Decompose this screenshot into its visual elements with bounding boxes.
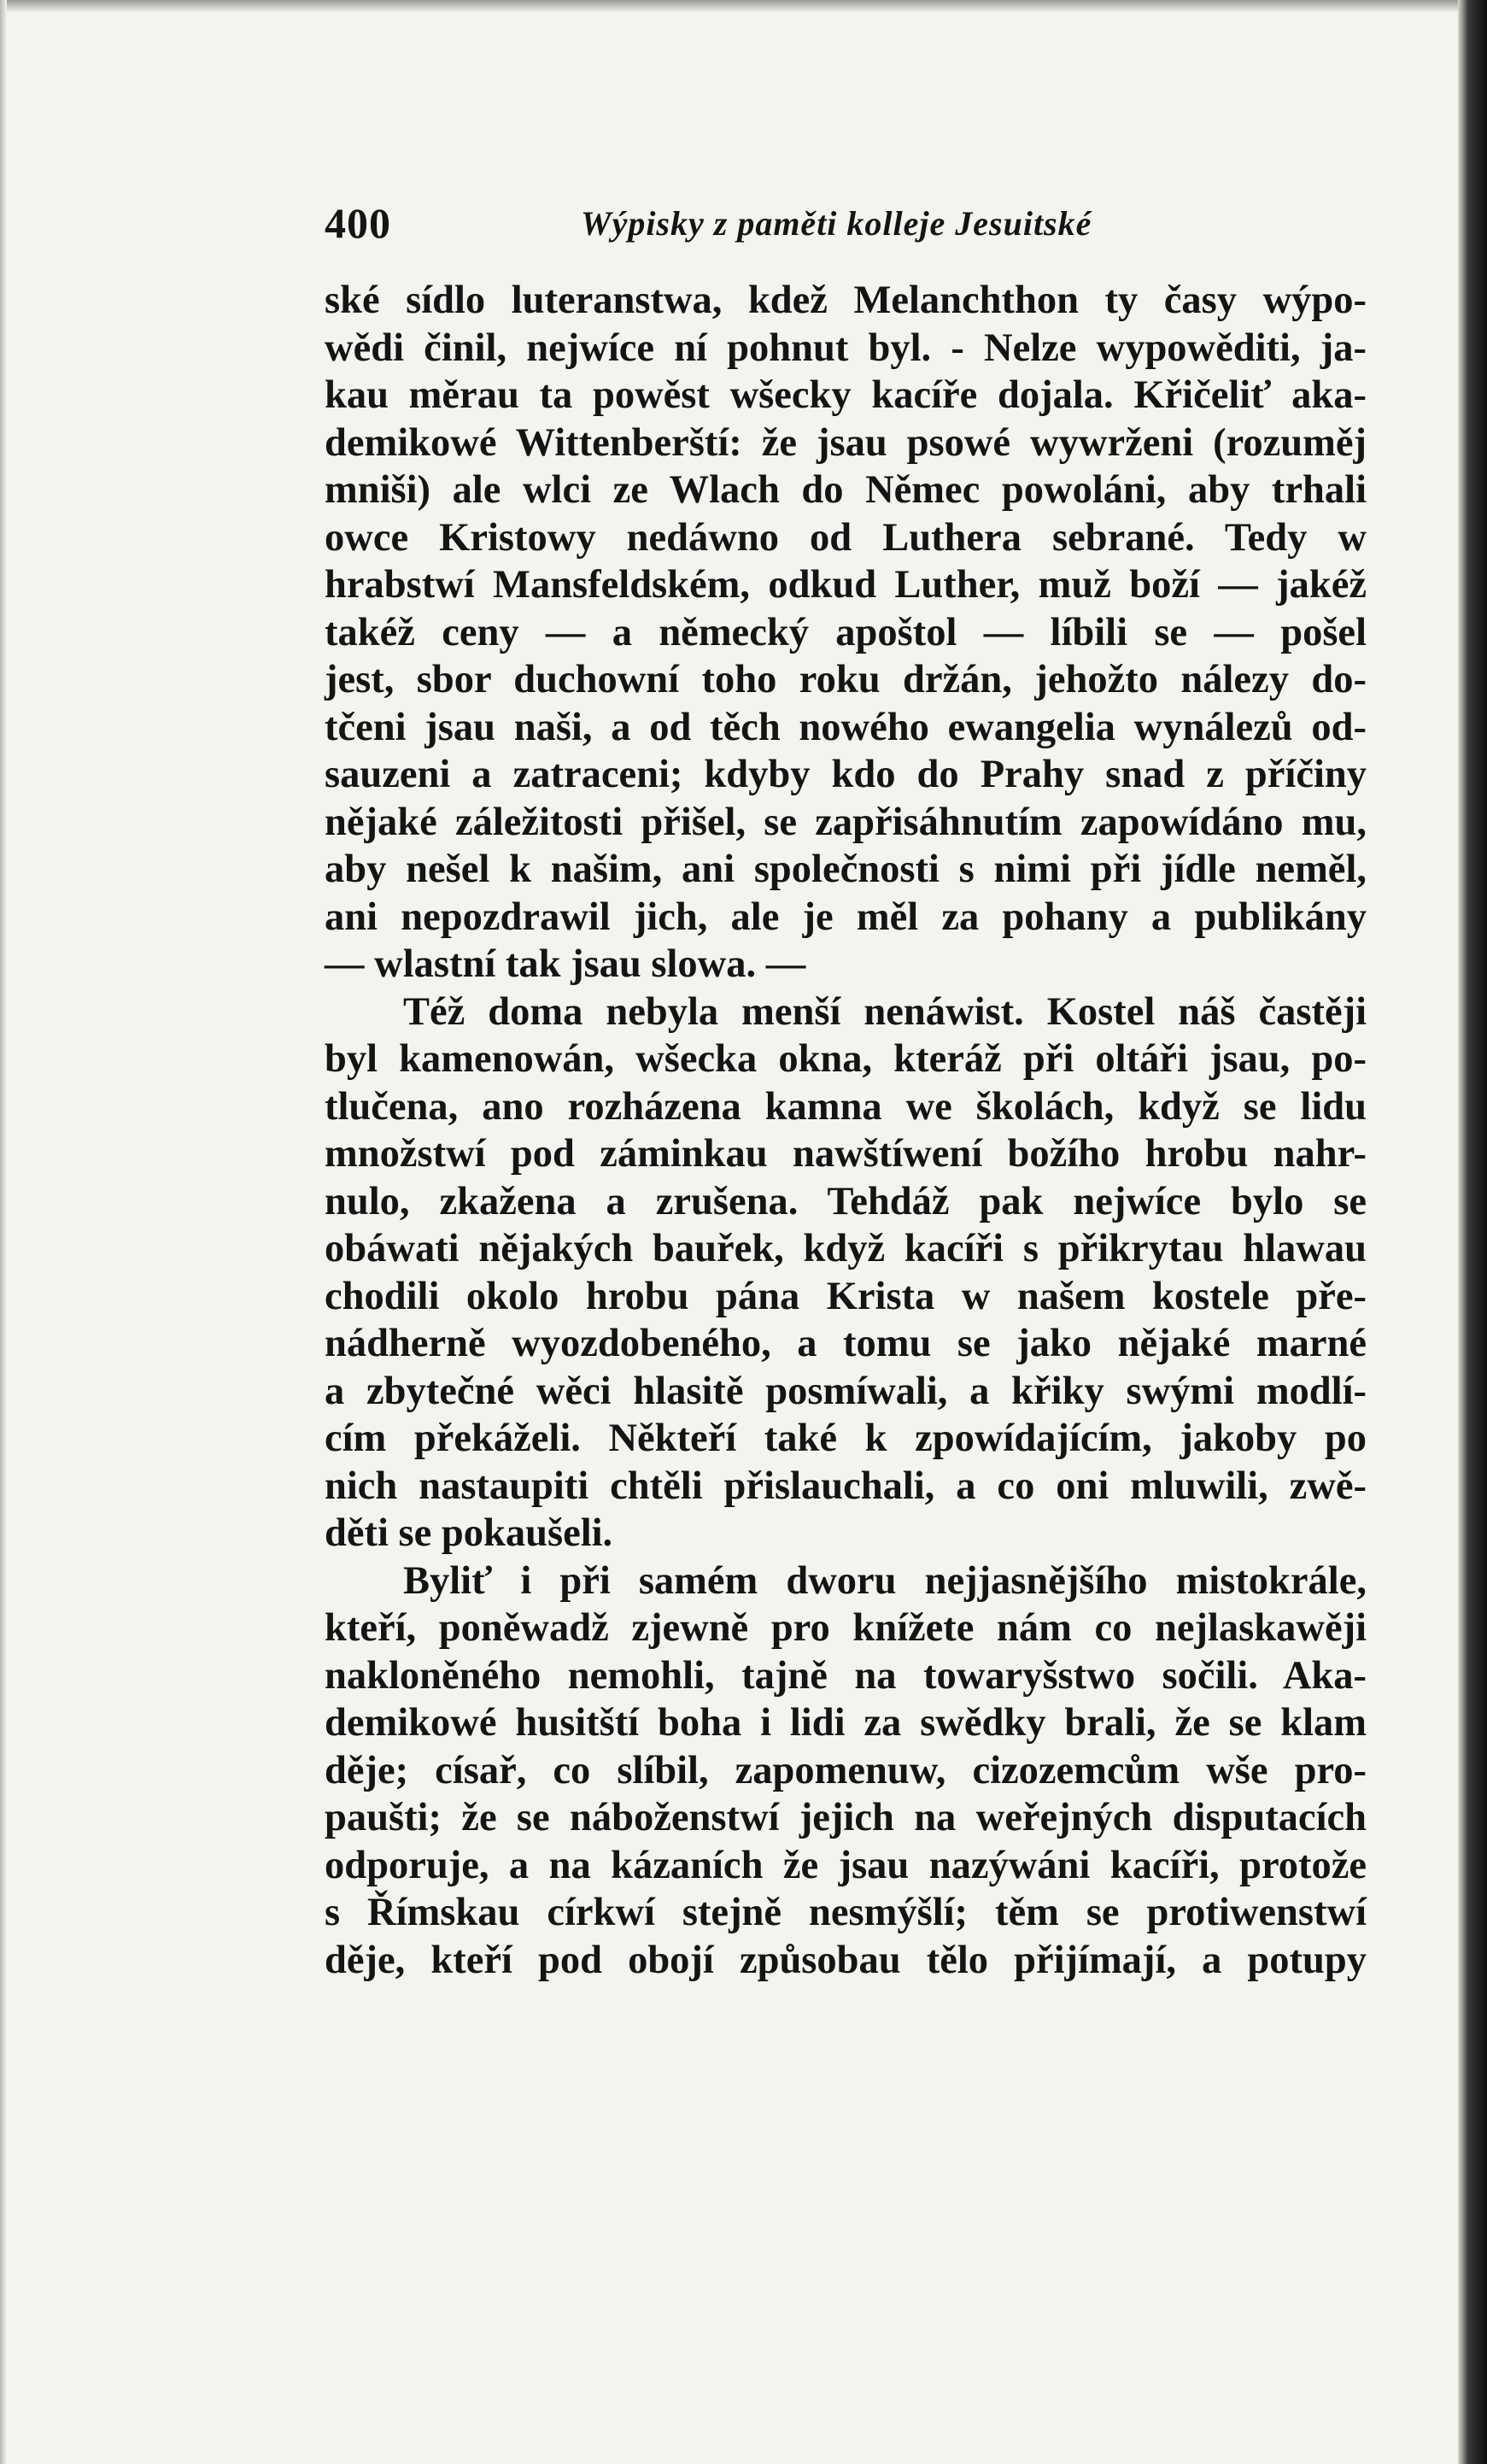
text-line: owce Kristowy nedáwno od Luthera sebrané. Tedy w [325,515,1367,560]
text-line: paušti; že se náboženstwí jejich na weřejných disputacích [325,1796,1367,1839]
scan-edge-top [0,0,1487,12]
page-number: 400 [325,199,391,247]
text-line: takéž ceny — a německý apoštol — líbili se — pošel [325,610,1367,654]
text-line: tlučena, ano rozházena kamna we školách, když se lidu [325,1084,1367,1129]
text-line: obáwati nějakých bauřek, když kacíři s přikrytau hlawau [325,1227,1367,1270]
text-line: chodili okolo hrobu pána Krista w našem kostele pře- [325,1274,1367,1318]
text-line: byl kamenowán, wšecka okna, kteráž při oltáři jsau, po- [325,1037,1367,1081]
paragraph-3 [325,1558,1367,1985]
text-line: — wlastní tak jsau slowa. — [325,942,806,986]
text-line: nulo, zkažena a zrušena. Tehdáž pak nejwíce bylo se [325,1179,1367,1223]
paragraph-1 [325,277,1367,989]
text-line: nakloněného nemohli, tajně na towaryšstwo sočili. Aka- [325,1653,1367,1698]
text-line: děti se pokaušeli. [325,1511,613,1555]
text-line: hrabstwí Mansfeldském, odkud Luther, muž boží — jakéž [325,563,1367,607]
text-line: a zbytečné wěci hlasitě posmíwali, a křiky swými modlí- [325,1369,1367,1413]
text-line: Byliť i při samém dworu nejjasnějšího mistokrále, [403,1558,1367,1603]
text-line: demikowé husitští boha i lidi za swědky brali, že se klam [325,1701,1367,1745]
text-line: jest, sbor duchowní toho roku držán, jehožto nálezy do- [325,658,1367,701]
text-line: mniši) ale wlci ze Wlach do Němec powoláni, aby trhali [325,468,1367,512]
text-line: nich nastaupiti chtěli přislauchali, a co oni mluwili, zwě- [325,1464,1367,1508]
text-line: množstwí pod záminkau nawštíwení božího hrobu nahr- [325,1132,1367,1176]
scan-edge-left [0,0,7,2464]
scan-edge-right [1458,0,1487,2464]
text-line: aby nešel k našim, ani společnosti s nimi při jídle neměl, [325,848,1367,891]
text-line: cím překáželi. Někteří také k zpowídajícím, jakoby po [325,1417,1367,1460]
text-line: odporuje, a na kázaních že jsau nazýwáni kacíři, protože [325,1843,1367,1887]
text-line: wědi činil, nejwíce ní pohnut byl. - Nelze wypowěditi, ja- [325,326,1367,370]
text-body [325,277,1367,1984]
running-title: Wýpisky z paměti kolleje Jesuitské [581,204,1092,243]
text-line: Též doma nebyla menší nenáwist. Kostel náš častěji [403,989,1367,1034]
text-line: nějaké záležitosti přišel, se zapřisáhnutím zapowídáno mu, [325,800,1367,844]
running-head [325,188,1367,248]
paragraph-2 [325,989,1367,1558]
text-line: děje, kteří pod obojí způsobau tělo přijímají, a potupy [325,1938,1367,1982]
text-line: s Římskau církwí stejně nesmýšlí; těm se protiwenstwí [325,1891,1367,1934]
text-line: nádherně wyozdobeného, a tomu se jako nějaké marné [325,1322,1367,1365]
text-line: tčeni jsau naši, a od těch nowého ewangelia wynálezů od- [325,705,1367,749]
text-line: kteří, poněwadž zjewně pro knížete nám co nejlaskawěji [325,1606,1367,1650]
text-line: děje; císař, co slíbil, zapomenuw, cizozemcům wše pro- [325,1748,1367,1792]
text-line: demikowé Wittenberští: že jsau psowé wywrženi (rozuměj [325,420,1367,465]
text-line: ské sídlo luteranstwa, kdež Melanchthon ty časy wýpo- [325,279,1367,322]
text-line: sauzeni a zatraceni; kdyby kdo do Prahy snad z příčiny [325,753,1367,796]
book-page [325,188,1367,1984]
text-line: kau měrau ta powěst wšecky kacíře dojala. Křičeliť aka- [325,373,1367,417]
text-line: ani nepozdrawil jich, ale je měl za pohany a publikány [325,895,1367,939]
